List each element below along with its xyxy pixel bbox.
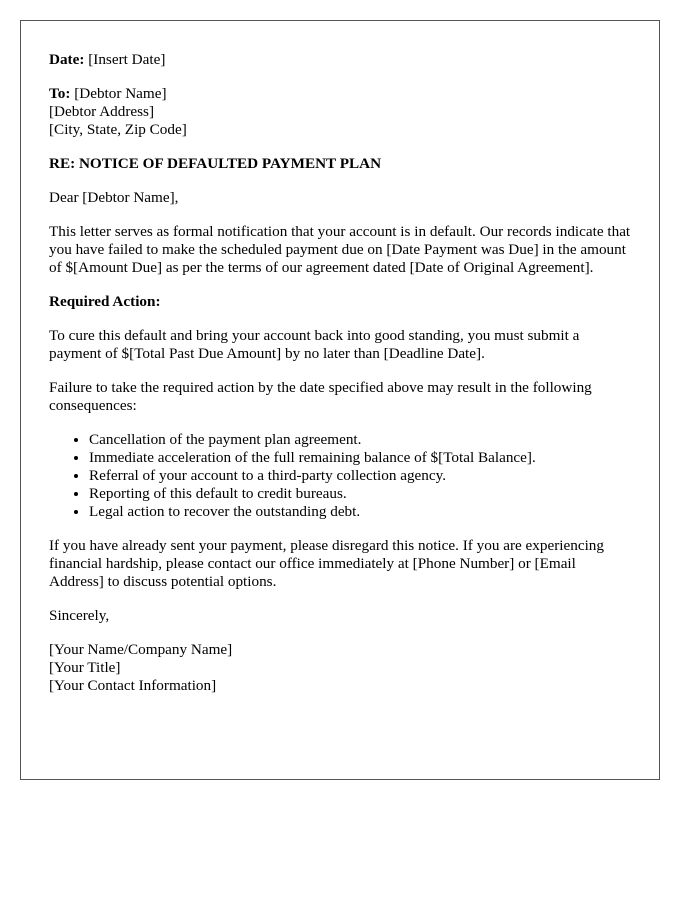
body-paragraph-default-notice: This letter serves as formal notification that your account is in default. Our records indicate that you have failed to make the scheduled payment due on [Date Payment was Due] in the amount of $[Amount Due] as per the terms of our agreement dated [Date of Original Agreement]. <box>49 223 631 276</box>
signature-title: [Your Title] <box>49 659 121 676</box>
letter-document <box>20 20 660 780</box>
signature-name: [Your Name/Company Name] <box>49 641 233 658</box>
recipient-name-line <box>49 85 631 103</box>
list-item: • Immediate acceleration of the full remaining balance of $[Total Balance]. <box>89 449 631 467</box>
consequences-intro: Failure to take the required action by the date specified above may result in the following consequences: <box>49 379 592 414</box>
sign-off: Sincerely, <box>49 607 110 624</box>
date-label: Date: <box>49 51 85 68</box>
required-action-text: To cure this default and bring your account back into good standing, you must submit a payment of $[Total Past Due Amount] by no later than [Deadline Date]. <box>49 327 580 362</box>
recipient-label: To: <box>49 85 71 102</box>
signature-contact: [Your Contact Information] <box>49 677 217 694</box>
recipient-city: [City, State, Zip Code] <box>49 121 187 138</box>
list-item: • Cancellation of the payment plan agreement. <box>89 431 631 449</box>
list-item: • Legal action to recover the outstanding debt. <box>89 503 631 521</box>
date-line <box>49 51 631 69</box>
recipient-name: [Debtor Name] <box>70 85 167 102</box>
closing-paragraph: If you have already sent your payment, please disregard this notice. If you are experiencing financial hardship, please contact our office immediately at [Phone Number] or [Email Address] to discuss potential options. <box>49 537 604 590</box>
salutation: Dear [Debtor Name], <box>49 189 179 206</box>
list-item: • Referral of your account to a third-party collection agency. <box>89 467 631 485</box>
signature-block <box>49 641 631 695</box>
subject-line: RE: NOTICE OF DEFAULTED PAYMENT PLAN <box>49 155 382 172</box>
consequences-list <box>49 431 631 521</box>
recipient-address: [Debtor Address] <box>49 103 155 120</box>
recipient-block <box>49 85 631 139</box>
date-value: [Insert Date] <box>84 51 166 68</box>
list-item: • Reporting of this default to credit bureaus. <box>89 485 631 503</box>
required-action-heading: Required Action: <box>49 293 161 310</box>
